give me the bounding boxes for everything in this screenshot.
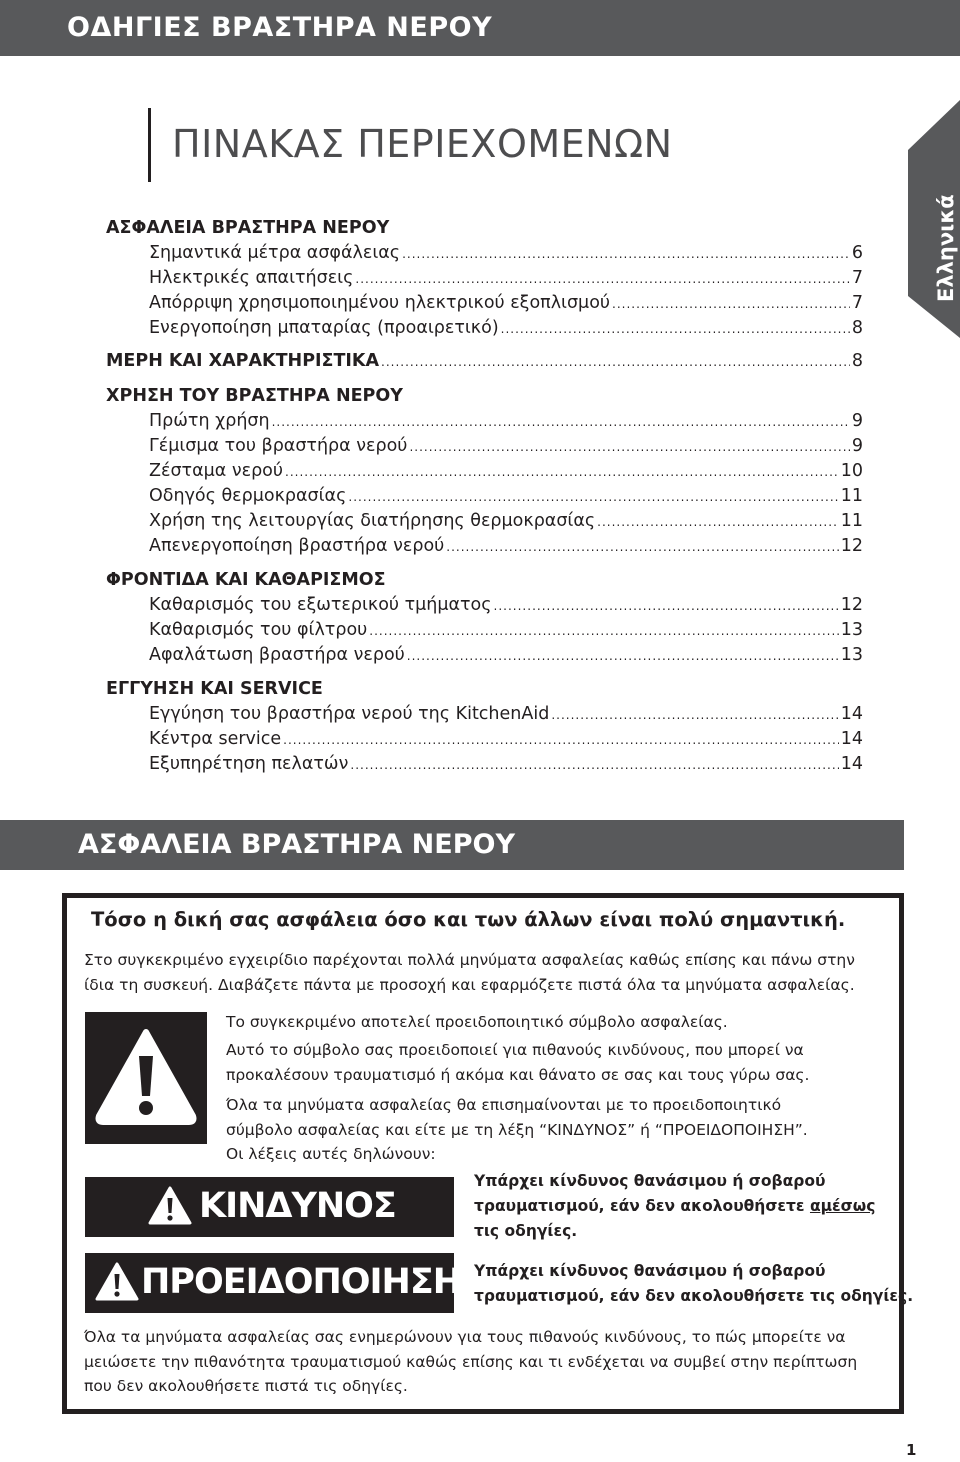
toc-entry-label: Πρώτη χρήση [149, 411, 270, 431]
toc-title: ΠΙΝΑΚΑΣ ΠΕΡΙΕΧΟΜΕΝΩΝ [172, 122, 673, 166]
safety-heading: Τόσο η δική σας ασφάλεια όσο και των άλλων είναι πολύ σημαντική. [91, 908, 846, 931]
toc-section-heading[interactable]: ΦΡΟΝΤΙΔΑ ΚΑΙ ΚΑΘΑΡΙΣΜΟΣ [106, 570, 386, 590]
toc-entry-page: 9 [851, 436, 863, 456]
toc-entry-label: Χρήση της λειτουργίας διατήρησης θερμοκρασίας [149, 511, 596, 531]
toc-entry[interactable] [149, 645, 863, 665]
danger-text-line: τις οδηγίες. [474, 1222, 578, 1240]
symbol-description-line: προκαλέσουν τραυματισμό ή ακόμα και θάνατο σε σας και τους γύρω σας. [226, 1065, 810, 1084]
toc-entry-page: 7 [851, 268, 863, 288]
toc-entry-page: 8 [851, 351, 863, 371]
toc-entry-page: 11 [840, 486, 863, 506]
toc-title-rule [148, 108, 151, 182]
toc-leader-dots [551, 708, 838, 722]
toc-leader-dots [369, 624, 838, 638]
safety-closing-line: Όλα τα μηνύματα ασφαλείας σας ενημερώνουν για τους πιθανούς κινδύνους, το πώς μπορείτε να [84, 1328, 846, 1346]
warning-signal-panel [85, 1253, 462, 1313]
danger-text-segment: τραυματισμού, εάν δεν ακολουθήσετε [474, 1197, 810, 1215]
safety-closing [84, 1325, 857, 1399]
toc-entry-label: Γέμισμα του βραστήρα νερού [149, 436, 408, 456]
toc-entry[interactable] [149, 620, 863, 640]
toc-leader-dots [409, 440, 849, 454]
warning-text-line: Υπάρχει κίνδυνος θανάσιμου ή σοβαρού [474, 1262, 826, 1280]
danger-text-line: Υπάρχει κίνδυνος θανάσιμου ή σοβαρού [474, 1172, 826, 1190]
toc-entry-label: Εξυπηρέτηση πελατών [149, 754, 349, 774]
toc-entry-page: 7 [851, 293, 863, 313]
toc-entry-page: 10 [840, 461, 863, 481]
toc-entry-label: Εγγύηση του βραστήρα νερού της KitchenAid [149, 704, 550, 724]
danger-description [474, 1169, 875, 1244]
toc-entry-label: Ηλεκτρικές απαιτήσεις [149, 268, 354, 288]
toc-entry-label: Απόρριψη χρησιμοποιημένου ηλεκτρικού εξοπλισμού [149, 293, 611, 313]
symbol-signal-line: σύμβολο ασφαλείας και είτε με τη λέξη “ΚΙΝΔΥΝΟΣ” ή “ΠΡΟΕΙΔΟΠΟΙΗΣΗ”. [226, 1120, 808, 1139]
toc-entry-page: 11 [840, 511, 863, 531]
safety-section-title: ΑΣΦΑΛΕΙΑ ΒΡΑΣΤΗΡΑ ΝΕΡΟΥ [78, 829, 516, 860]
toc-entry-label: Αφαλάτωση βραστήρα νερού [149, 645, 405, 665]
toc-entry[interactable] [149, 268, 863, 288]
toc-entry[interactable] [149, 754, 863, 774]
toc-section-heading[interactable]: ΧΡΗΣΗ ΤΟΥ ΒΡΑΣΤΗΡΑ ΝΕΡΟΥ [106, 386, 403, 406]
toc-leader-dots [355, 272, 849, 286]
toc-entry[interactable] [149, 293, 863, 313]
toc-entry-page: 14 [840, 754, 863, 774]
symbol-signal-line: Όλα τα μηνύματα ασφαλείας θα επισημαίνονται με το προειδοποιητικό [226, 1096, 782, 1114]
toc-section-heading[interactable]: ΑΣΦΑΛΕΙΑ ΒΡΑΣΤΗΡΑ ΝΕΡΟΥ [106, 218, 390, 238]
toc-section-entry[interactable] [106, 351, 863, 371]
safety-intro-line: Στο συγκεκριμένο εγχειρίδιο παρέχονται πολλά μηνύματα ασφαλείας καθώς επίσης και πάνω στην [84, 951, 855, 969]
toc-entry[interactable] [149, 595, 863, 615]
toc-leader-dots [612, 297, 850, 311]
symbol-signal-line: Οι λέξεις αυτές δηλώνουν: [226, 1145, 436, 1163]
toc-entry[interactable] [149, 511, 863, 531]
toc-section-heading: ΜΕΡΗ ΚΑΙ ΧΑΡΑΚΤΗΡΙΣΤΙΚΑ [106, 351, 380, 371]
toc-entry-label: Οδηγός θερμοκρασίας [149, 486, 347, 506]
toc-entry-page: 13 [840, 620, 863, 640]
toc-entry[interactable] [149, 461, 863, 481]
language-tab-label: Ελληνικά [934, 194, 958, 302]
toc-entry[interactable] [149, 536, 863, 556]
toc-entry-page: 8 [851, 318, 863, 338]
safety-intro [84, 948, 855, 997]
toc-leader-dots [501, 322, 850, 336]
warning-label: ΠΡΟΕΙΔΟΠΟΙΗΣΗ [141, 1262, 462, 1302]
danger-text-emphasis: αμέσως [809, 1197, 876, 1215]
language-tab[interactable] [908, 100, 960, 338]
toc-leader-dots [283, 733, 839, 747]
toc-entry[interactable] [149, 729, 863, 749]
toc-leader-dots [381, 355, 850, 369]
toc-entry[interactable] [149, 243, 863, 263]
toc-entry[interactable] [149, 436, 863, 456]
toc-entry[interactable] [149, 411, 863, 431]
warning-triangle-icon [85, 1012, 207, 1144]
toc-entry-label: Ενεργοποίηση μπαταρίας (προαιρετικό) [149, 318, 499, 338]
safety-intro-line: ίδια τη συσκευή. Διαβάζετε πάντα με προσοχή και εφαρμόζετε πιστά όλα τα μηνύματα ασφαλείας. [84, 975, 855, 994]
toc-leader-dots [348, 490, 838, 504]
toc-leader-dots [407, 649, 839, 663]
toc-leader-dots [350, 758, 838, 772]
toc-leader-dots [285, 465, 839, 479]
toc-entry-label: Ζέσταμα νερού [149, 461, 284, 481]
toc-entry-page: 12 [840, 536, 863, 556]
toc-entry-page: 9 [851, 411, 863, 431]
toc-entry-page: 13 [840, 645, 863, 665]
toc-entry-label: Απενεργοποίηση βραστήρα νερού [149, 536, 445, 556]
toc-entry[interactable] [149, 704, 863, 724]
danger-signal-panel [85, 1177, 454, 1237]
danger-label: ΚΙΝΔΥΝΟΣ [199, 1186, 396, 1226]
toc-entry-label: Σημαντικά μέτρα ασφάλειας [149, 243, 401, 263]
toc-leader-dots [446, 540, 838, 554]
danger-warning-icon [148, 1186, 192, 1226]
toc-entry-label: Καθαρισμός του εξωτερικού τμήματος [149, 595, 492, 615]
warning-description [474, 1259, 913, 1309]
toc-entry-page: 6 [851, 243, 863, 263]
symbol-line: Το συγκεκριμένο αποτελεί προειδοποιητικό σύμβολο ασφαλείας. [226, 1013, 728, 1031]
toc-leader-dots [272, 415, 850, 429]
safety-closing-line: μειώσετε την πιθανότητα τραυματισμού καθώς επίσης και τι ενδέχεται να συμβεί στην περίπτωση [84, 1352, 858, 1371]
warning-text-line: τραυματισμού, εάν δεν ακολουθήσετε τις οδηγίες. [474, 1287, 914, 1305]
document-title: ΟΔΗΓΙΕΣ ΒΡΑΣΤΗΡΑ ΝΕΡΟΥ [67, 12, 493, 43]
page-number: 1 [906, 1441, 917, 1459]
safety-closing-line: που δεν ακολουθήσετε πιστά τις οδηγίες. [84, 1377, 408, 1395]
toc-entry-label: Κέντρα service [149, 729, 282, 749]
toc-entry-label: Καθαρισμός του φίλτρου [149, 620, 368, 640]
toc-leader-dots [402, 247, 850, 261]
symbol-description [226, 1038, 809, 1087]
toc-leader-dots [494, 599, 839, 613]
danger-text-line [474, 1194, 875, 1219]
toc-section-heading[interactable]: ΕΓΓΥΗΣΗ ΚΑΙ SERVICE [106, 679, 323, 699]
toc-entry[interactable] [149, 486, 863, 506]
symbol-description-line: Αυτό το σύμβολο σας προειδοποιεί για πιθανούς κινδύνους, που μπορεί να [226, 1041, 804, 1059]
symbol-signal-words [226, 1093, 808, 1167]
toc-entry-page: 14 [840, 729, 863, 749]
safety-alert-symbol [85, 1012, 207, 1144]
toc-entry-page: 14 [840, 704, 863, 724]
toc-entry[interactable] [149, 318, 863, 338]
toc-leader-dots [597, 515, 839, 529]
warning-alert-icon [95, 1262, 139, 1302]
toc-entry-page: 12 [840, 595, 863, 615]
